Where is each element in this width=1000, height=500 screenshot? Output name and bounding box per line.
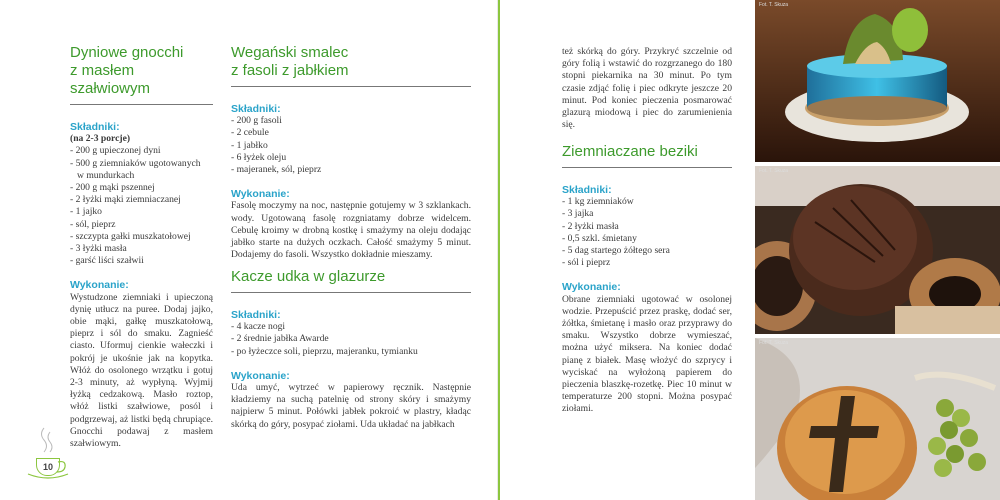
left-page [0,0,498,500]
ingredients-list [231,115,471,176]
photo-bread-cross [755,338,1000,500]
photo-cake [755,0,1000,162]
ingredients-heading: Składniki: [231,103,281,115]
recipe-kaczka [231,268,471,431]
method-heading: Wykonanie: [70,279,129,292]
ingredient-item: - garść liści szałwii [70,255,144,267]
ingredients-heading: Składniki: [70,121,120,133]
ingredient-item: - 6 łyżek oleju [231,151,287,163]
recipe-beziki [562,143,732,416]
method-text: Obrane ziemniaki ugotować w osolonej wodzie. Przepuścić przez praskę, dodać ser, żółtka, śmietanę i masło oraz przyprawy do smaku. Wszystko dobrze wymieszać, można użyć miksera. Na koniec dodać pianę z białek. Masę włożyć do szprycy i wyciskać na wyłożoną papierem do pieczenia blaszkę-rozetkę. Piec 10 minut w temperaturze 200 stopni. Można posypać ziołami. [562,293,732,415]
recipe-smalec [231,44,471,261]
portion-note: (na 2-3 porcje) [70,133,131,145]
ingredient-item: - 0,5 szkl. śmietany [562,232,637,244]
method-text: Wystudzone ziemniaki i upieczoną dynię utłucz na puree. Dodaj jajko, obie mąki, gałkę muszkatołową, pieprz i sól do smaku. Zagnieść ciasto. Uformuj cienkie wałeczki i pokrój je ukośnie jak na kopytka. Włóż do osolonego wrzątku i gotuj 2-3 minuty, aż wypłyną. Wyjmij łyżką cedzakową. Masło roztop, włóż listki szałwiowe, posól i podgrzewaj, aż listki będą chrupiące. Gnocchi podawaj z masłem szałwiowym. [70,291,213,450]
ingredient-item: w mundurkach [77,169,135,181]
ingredient-item: - 3 łyżki masła [70,243,127,255]
recipe-title: Ziemniaczane beziki [562,143,698,160]
ingredients-list [231,321,471,358]
ingredient-item: - 200 g mąki pszennej [70,182,155,194]
ingredient-item: - 200 g upieczonej dyni [70,145,161,157]
photo-credit: Fot. T. Skuza [759,340,789,346]
right-page [500,0,1000,500]
ingredient-item: - 2 cebule [231,127,269,139]
ingredients-heading: Składniki: [231,309,281,321]
ingredient-item: - 3 jajka [562,208,594,220]
ingredient-item: - 2 średnie jabłka Awarde [231,333,329,345]
method-text: Uda umyć, wytrzeć w papierowy ręcznik. Następnie kładziemy na suchą patelnię od strony skóry i smażymy najpierw 5 minut. Połówki jabłek pokroić w plastry, kładąc skórką do góry, posypać ziołami. Uda układać na jabłkach [231,382,471,430]
ingredients-list [70,145,213,267]
ingredient-item: - 1 jabłko [231,139,268,151]
ingredient-item: - sól i pieprz [562,257,611,269]
photo-bread-roll [755,166,1000,334]
ingredient-item: - po łyżeczce soli, pieprzu, majeranku, tymianku [231,345,418,357]
title-rule [231,86,471,87]
title-rule [231,292,471,293]
page-number: 10 [36,458,60,476]
title-rule [70,104,213,105]
recipe-title: Wegański smalec z fasoli z jabłkiem [231,44,349,79]
ingredient-item: - 500 g ziemniaków ugotowanych [70,157,201,169]
ingredient-item: - majeranek, sól, pieprz [231,164,322,176]
method-heading: Wykonanie: [231,369,290,382]
ingredient-item: - 5 dag startego żółtego sera [562,245,670,257]
recipe-kaczka-continued [562,46,732,131]
method-heading: Wykonanie: [562,281,621,294]
ingredient-item: - 2 łyżki mąki ziemniaczanej [70,194,181,206]
ingredient-item: - sól, pieprz [70,218,116,230]
method-text: Fasolę moczymy na noc, następnie gotujemy w 3 szklankach. wody. Ugotowaną fasolę rozgniatamy dobrze widelcem. Cebulę kroimy w drobną kostkę i smażymy na oleju dodając jabłko starte na dużych oczkach. Całość smażymy 5 minut. Dodajemy do fasoli. Wszystko dokładnie mieszamy. [231,200,471,261]
ingredient-item: - szczypta gałki muszkatołowej [70,230,191,242]
recipe-title: Kacze udka w glazurze [231,268,386,285]
ingredient-item: - 2 łyżki masła [562,220,619,232]
photo-credit: Fot. T. Skuza [759,168,789,174]
ingredients-list [562,196,732,269]
ingredient-item: - 1 kg ziemniaków [562,196,634,208]
ingredient-item: - 200 g fasoli [231,115,282,127]
ingredient-item: - 4 kacze nogi [231,321,286,333]
ingredient-item: - 1 jajko [70,206,102,218]
photo-credit: Fot. T. Skuza [759,2,789,8]
title-rule [562,167,732,168]
method-heading: Wykonanie: [231,188,290,201]
method-text-continued: też skórką do góry. Przykryć szczelnie od góry folią i wstawić do rozgrzanego do 180 stopni piekarnika na 30 minut. Po tym czasie zdjąć folię i piec odkryte jeszcze 20 minut. Pod koniec pieczenia posmarować glazurą miodową i piec do zarumienienia się. [562,46,732,131]
recipe-title: Dyniowe gnocchi z masłem szałwiowym [70,44,184,97]
recipe-gnocchi [70,44,213,450]
ingredients-heading: Składniki: [562,184,612,196]
